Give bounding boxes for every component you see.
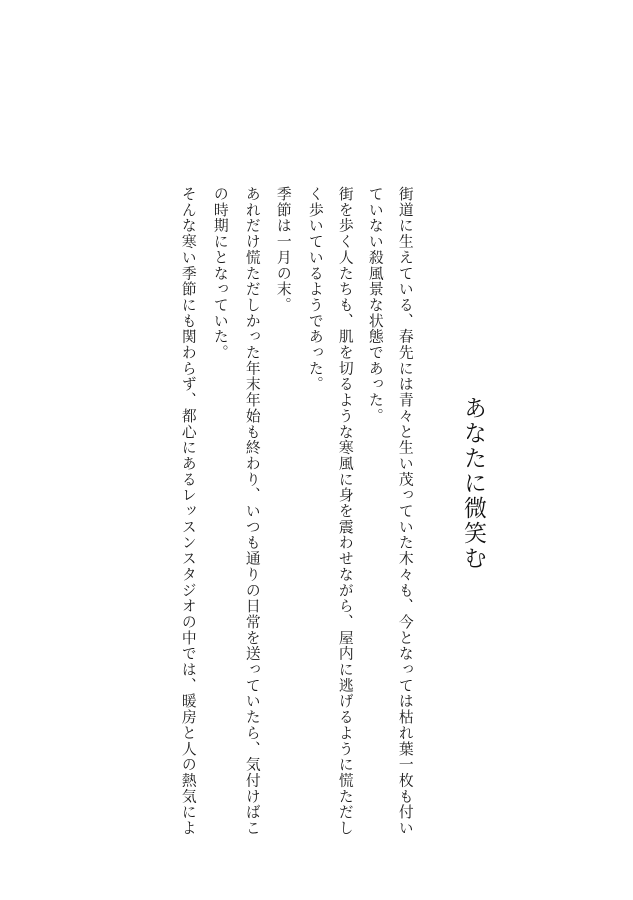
body-line: の時期にとなっていた。 — [211, 186, 229, 361]
body-line: ていない殺風景な状態であった。 — [366, 186, 384, 424]
chapter-title: あなたに微笑む — [460, 396, 486, 571]
body-line: く歩いているようであった。 — [306, 186, 324, 393]
body-line: あれだけ慌ただしかった年末年始も終わり、いつも通りの日常を送っていたら、気付けばこ — [243, 186, 261, 836]
body-line: 季節は一月の末。 — [274, 186, 292, 313]
body-line: 街道に生えている、春先には青々と生い茂っていた木々も、今となっては枯れ葉一枚も付い — [396, 186, 414, 836]
body-line: そんな寒い季節にも関わらず、都心にあるレッスンスタジオの中では、暖房と人の熱気によ — [179, 186, 197, 836]
body-line: 街を歩く人たちも、肌を切るような寒風に身を震わせながら、屋内に逃げるように慌ただし — [336, 186, 354, 836]
